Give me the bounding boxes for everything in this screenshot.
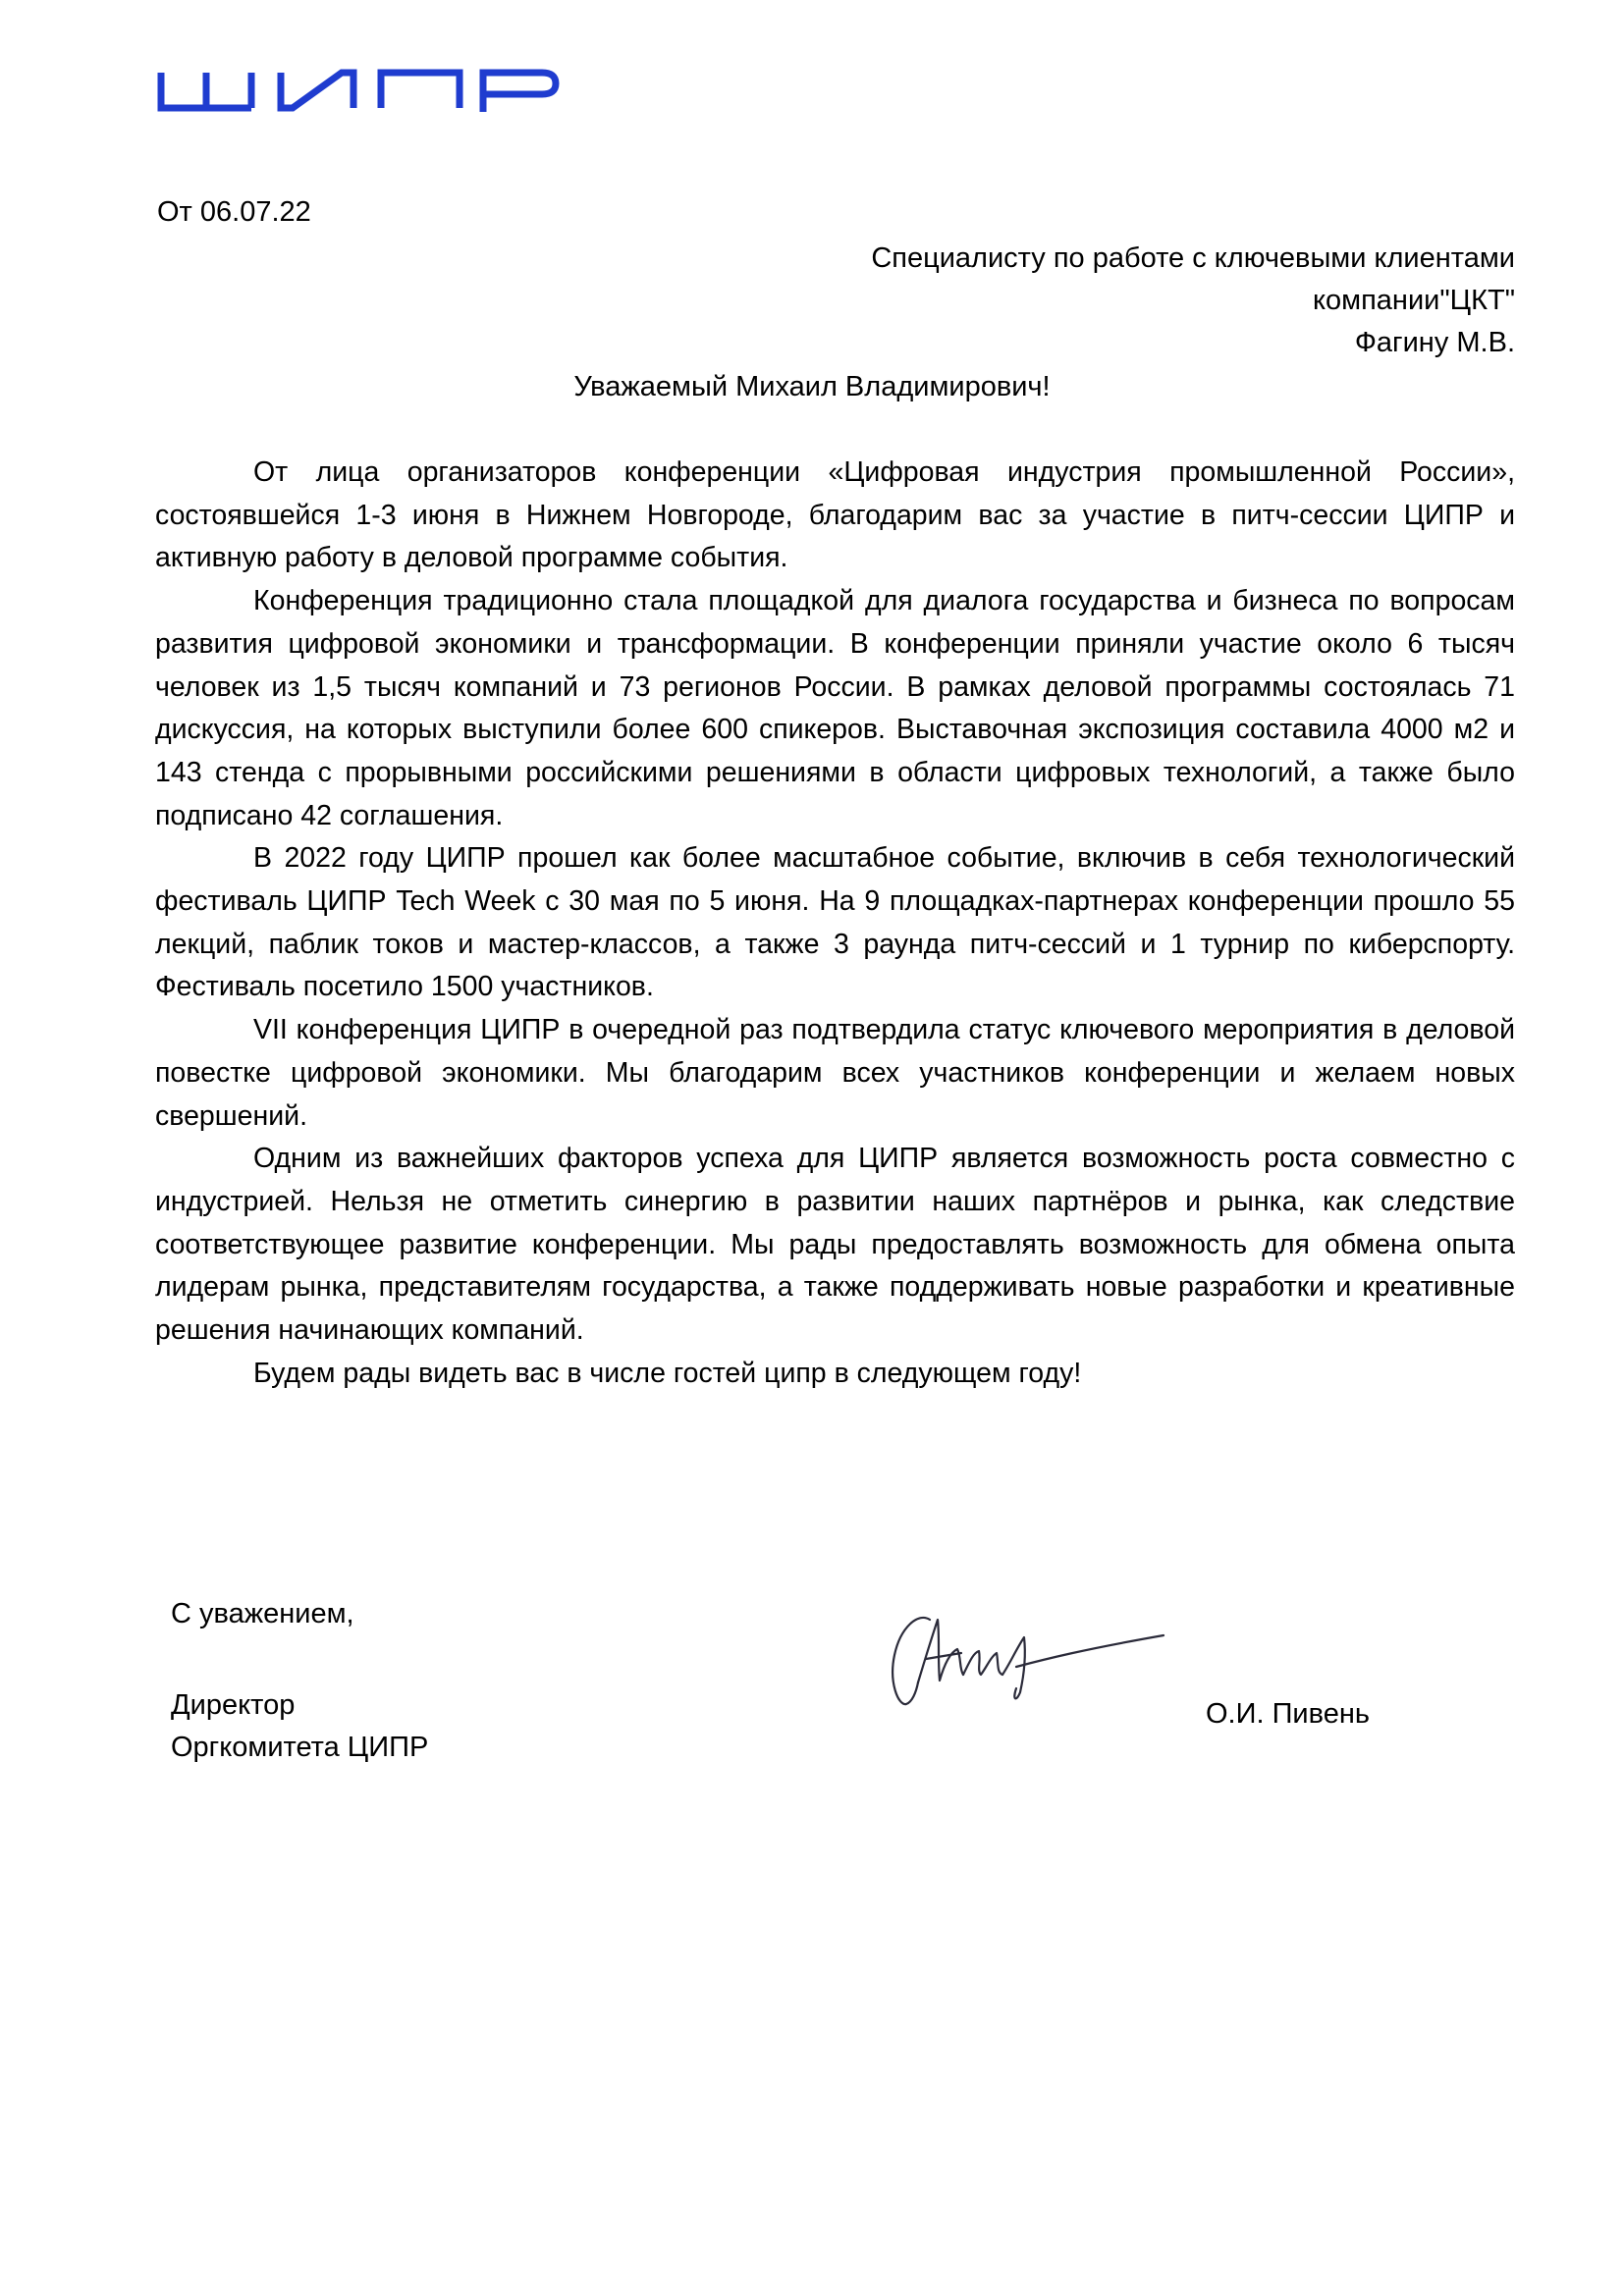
signer-title [171, 1684, 428, 1769]
recipient-name: Фагину М.В. [1354, 327, 1515, 358]
paragraph-4: VII конференция ЦИПР в очередной раз подтвердила статус ключевого мероприятия в деловой повестке цифровой экономики. Мы благодарим всех участников конференции и желаем новых свершений. [155, 1014, 1515, 1132]
paragraph-1: От лица организаторов конференции «Цифровая индустрия промышленной России», состоявшейся 1-3 июня в Нижнем Новгороде, благодарим вас за участие в питч-сессии ЦИПР и активную работу в деловой программе события. [155, 456, 1515, 574]
signer-title-line-2: Оргкомитета ЦИПР [171, 1732, 429, 1763]
letter-date: От 06.07.22 [157, 196, 311, 228]
recipient-position: Специалисту по работе с ключевыми клиентами [871, 242, 1515, 274]
salutation: Уважаемый Михаил Владимирович! [573, 371, 1051, 402]
paragraph-3: В 2022 году ЦИПР прошел как более масштабное событие, включив в себя технологический фестиваль ЦИПР Tech Week с 30 мая по 5 июня. На 9 площадках-партнерах конференции прошло 55 лекций, паблик токов и мастер-классов, а также 3 раунда питч-сессий и 1 турнир по киберспорту. Фестиваль посетило 1500 участников. [155, 842, 1515, 1003]
paragraph-2: Конференция традиционно стала площадкой для диалога государства и бизнеса по вопросам развития цифровой экономики и трансформации. В конференции приняли участие около 6 тысяч человек из 1,5 тысяч компаний и 73 регионов России. В рамках деловой программы состоялась 71 дискуссия, на которых выступили более 600 спикеров. Выставочная экспозиция составила 4000 м2 и 143 стенда с прорывными российскими решениями в области цифровых технологий, а также было подписано 42 соглашения. [155, 585, 1515, 831]
letter-body [155, 452, 1515, 1395]
paragraph-5: Одним из важнейших факторов успеха для ЦИПР является возможность роста совместно с индустрией. Нельзя не отметить синергию в развитии наших партнёров и рынка, как следствие соответствующее развитие конференции. Мы рады предоставлять возможность для обмена опыта лидерам рынка, представителям государства, а также поддерживать новые разработки и креативные решения начинающих компаний. [155, 1143, 1515, 1347]
cipr-logo [157, 69, 560, 112]
signer-title-line-1: Директор [171, 1689, 296, 1721]
signer-name: О.И. Пивень [1206, 1698, 1370, 1730]
closing: С уважением, [171, 1598, 354, 1629]
recipient-company: компании"ЦКТ" [1313, 285, 1515, 316]
handwritten-signature [879, 1598, 1173, 1716]
recipient-block [631, 238, 1515, 364]
paragraph-6: Будем рады видеть вас в числе гостей ципр в следующем году! [253, 1357, 1082, 1389]
